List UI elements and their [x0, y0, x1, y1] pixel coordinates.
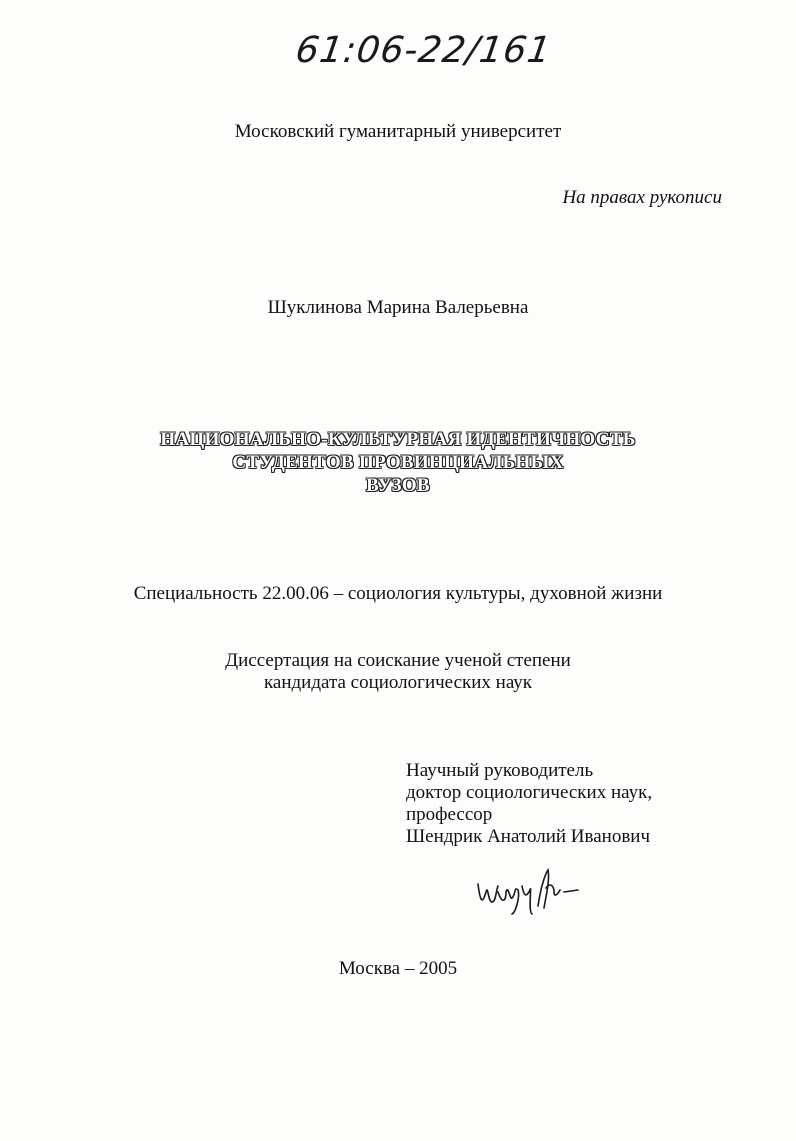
specialty-line: Специальность 22.00.06 – социология культуры, духовной жизни	[133, 583, 663, 604]
title-line: СТУДЕНТОВ ПРОВИНЦИАЛЬНЫХ	[232, 452, 564, 473]
title-line: НАЦИОНАЛЬНО-КУЛЬТУРНАЯ ИДЕНТИЧНОСТЬ	[160, 429, 636, 450]
handwritten-archive-code	[293, 22, 555, 72]
university-name: Московский гуманитарный университет	[234, 121, 562, 142]
manuscript-rights-note: На правах рукописи	[562, 187, 722, 208]
degree-line: кандидата социологических наук	[263, 672, 533, 693]
supervisor-block	[406, 760, 652, 848]
degree-line: Диссертация на соискание ученой степени	[225, 650, 571, 671]
dissertation-title	[0, 428, 796, 497]
title-line: ВУЗОВ	[366, 475, 430, 496]
supervisor-line: Научный руководитель	[406, 760, 594, 781]
supervisor-line: профессор	[406, 804, 493, 825]
archive-code-text: 61:06-22/161	[293, 28, 555, 71]
supervisor-line: Шендрик Анатолий Иванович	[406, 826, 651, 847]
degree-statement	[0, 650, 796, 694]
handwritten-signature	[470, 862, 590, 922]
city-and-year: Москва – 2005	[338, 958, 458, 979]
supervisor-line: доктор социологических наук,	[406, 782, 653, 803]
author-name: Шуклинова Марина Валерьевна	[267, 297, 529, 318]
